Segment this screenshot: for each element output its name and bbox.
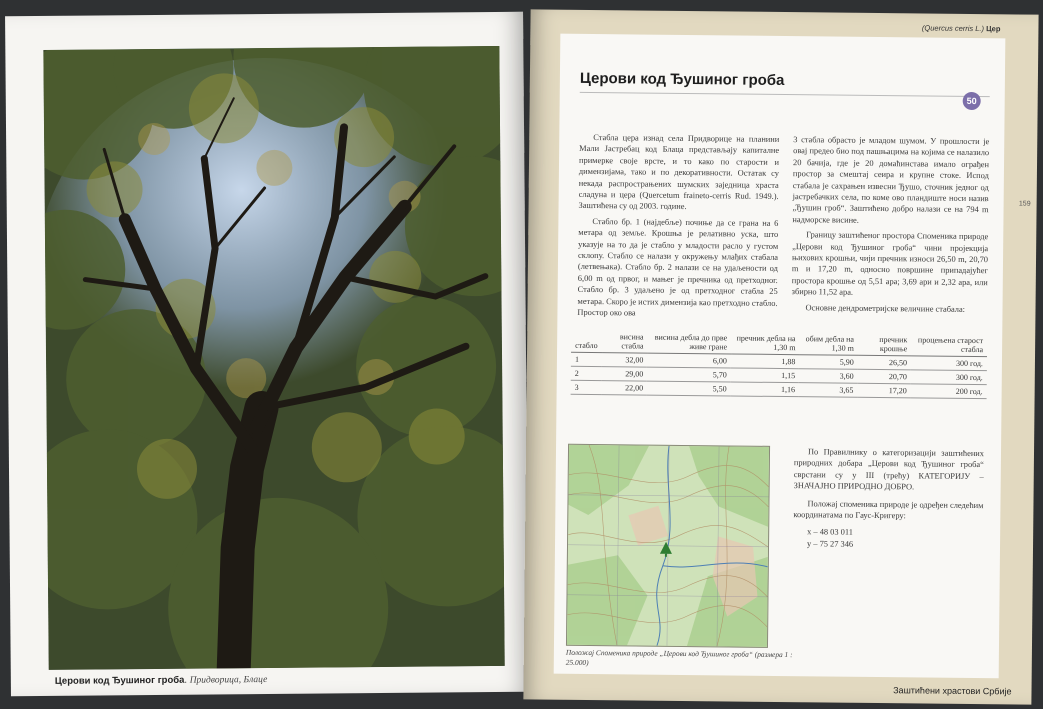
table-cell: 20,70 <box>858 369 911 384</box>
table-cell: 1,16 <box>731 382 800 397</box>
table-row <box>571 380 987 398</box>
table-cell: 1,88 <box>731 354 800 369</box>
coordinate-x: x – 48 03 011 <box>807 527 853 538</box>
dendrometric-table <box>571 330 988 399</box>
right-page <box>523 9 1038 704</box>
photo-caption: Церови код Ђушиног гроба. Придворица, Блаце <box>54 674 268 687</box>
running-head-latin: (Quercus cerris L.) <box>921 23 985 34</box>
title-divider <box>580 92 990 97</box>
text-column-1 <box>577 132 779 325</box>
topographic-map <box>566 444 770 648</box>
table-cell: 6,00 <box>647 353 731 368</box>
tree-illustration <box>43 46 504 670</box>
table-cell: 17,20 <box>857 383 910 398</box>
table-cell: 3,60 <box>799 369 858 384</box>
left-page <box>5 12 529 696</box>
table-header: стабло <box>571 330 602 353</box>
map-caption: Положај Споменика природе „Церови код Ђушиног гроба“ (размера 1 : 25.000) <box>565 647 793 667</box>
table-cell: 5,50 <box>647 381 731 396</box>
map-illustration <box>567 445 769 647</box>
page-number: 159 <box>1018 200 1031 208</box>
paragraph: Основне дендрометријске величине стабала: <box>805 302 966 314</box>
table-cell: 3,65 <box>799 383 858 398</box>
category-text <box>793 446 984 551</box>
running-head <box>922 23 1001 33</box>
paragraph: Границу заштићеног простора Споменика природе „Церови код Ђушиног гроба“ чини пројекција њихових крошњи, чији пречник износи 26,50 m, 20,70 m и 17,20 m, односно површине припадајућег простора крошње од 5,51 ара; 3,69 ари и 2,32 ара, или збирно 11,52 ара. <box>791 230 989 298</box>
caption-location: Придворица, Блаце <box>189 675 268 686</box>
table-cell: 32,00 <box>601 353 647 367</box>
paragraph: По Правилнику о категоризацији заштићених природних добара „Церови код Ђушиног гроба“ сврстани су у III (трећу) КАТЕГОРИЈУ – ЗНАЧАЈНО ПРИРОДНО ДОБРО. <box>793 447 985 492</box>
table-cell: 5,70 <box>647 367 731 382</box>
table-header: пречник дебла на 1,30 m <box>731 331 800 354</box>
page-title: Церови код Ђушиног гроба <box>579 69 785 90</box>
table-header: обим дебла на 1,30 m <box>799 332 858 355</box>
monument-number-badge: 50 <box>963 92 981 110</box>
paragraph: Стабло бр. 1 (најдебље) почиње да се грана на 6 метара од земље. Крошња је релативно уска, што указује на то да је стабло у младости расло у густом склопу. Стабло се налази у окружењу млађих стабала (летвењака). Стабло бр. 2 налази се на удаљености од 6,00 m од првог, и мањег је пречника од претходног. Стабло бр. 3 удаљено је од претходног стабла 25 метара. Скоро је истих димензија као претходно стабло. Простор око ова <box>577 216 779 318</box>
table-cell: 1 <box>571 352 602 366</box>
text-column-2 <box>791 134 989 319</box>
caption-title: Церови код Ђушиног гроба <box>54 674 185 687</box>
table-cell: 300 год. <box>911 370 987 385</box>
table-cell: 26,50 <box>858 355 911 370</box>
oak-tree-photo <box>43 46 504 670</box>
running-head-species: Цер <box>986 24 1001 34</box>
paragraph: Стабла цера изнад села Придворице на планини Мали Јастребац код Блаца представљају капиталне примерке своје врсте, и то како по старости и димензијама, тако и по декоративности. Остатак су некада распрострањених шумских заједница храста сладуна и цера (Quercetum frainetо-cerris Rud. 1949.). Заштићена су од 2003. године. <box>578 133 780 212</box>
book-footer-title: Заштићени храстови Србије <box>893 685 1012 697</box>
table-cell: 1,15 <box>731 368 800 383</box>
table-cell: 29,00 <box>601 367 647 381</box>
table-header: висина стабла <box>602 330 648 353</box>
table-cell: 3 <box>571 380 602 394</box>
table-header: пречник крошње <box>858 333 912 356</box>
table-cell: 5,90 <box>799 355 858 370</box>
coordinate-y: y – 75 27 346 <box>807 539 854 549</box>
table-cell: 22,00 <box>601 381 647 395</box>
paragraph: 3 стабла обрасто је младом шумом. У прошлости је овај предео био под пашњацима на којима се налазило 20 бачија, где је 20 домаћинстава имало ограђен простор за смештај сеира и крупне стоке. Испод стабала је сахрањен извесни Ђушо, сточник једног од јастребачких села, по коме ово пландиште носи назив „Ђушин гроб“. Заштићено добро налази се на 794 m надморске висине. <box>792 135 990 225</box>
table-cell: 200 год. <box>911 384 987 399</box>
table-cell: 300 год. <box>911 356 987 371</box>
table-cell: 2 <box>571 366 602 380</box>
content-panel <box>554 34 1006 679</box>
paragraph: Положај споменика природе је одређен следећим координатама по Гаус-Кригеру: <box>793 498 984 521</box>
table-header: процењена старост стабла <box>911 333 987 356</box>
table-header: висина дебла до прве живе гране <box>647 331 731 354</box>
